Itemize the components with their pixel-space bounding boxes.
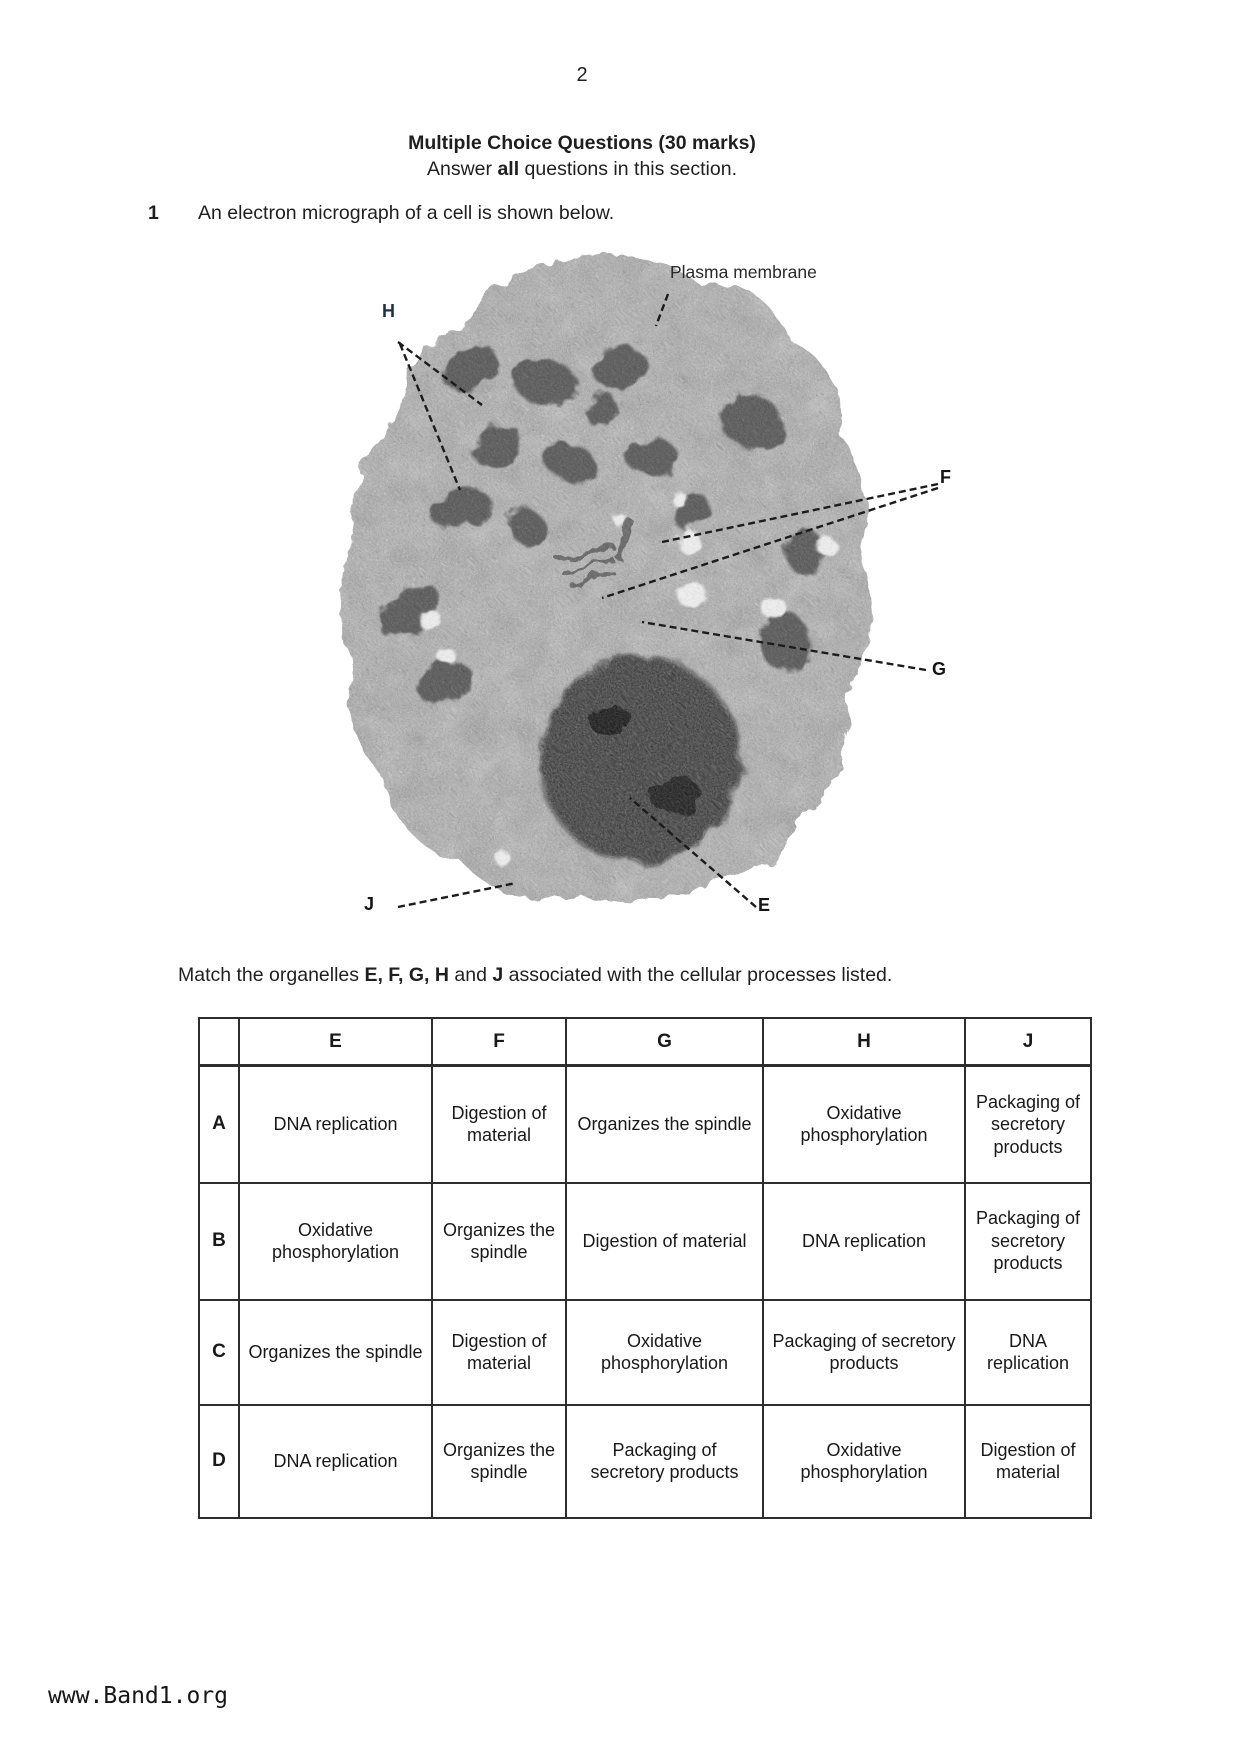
table-row-label: B bbox=[199, 1183, 239, 1300]
footer-url: www.Band1.org bbox=[48, 1683, 229, 1709]
table-cell: DNA replication bbox=[239, 1405, 432, 1518]
cell-body bbox=[320, 250, 980, 920]
match-bold-efgh: E, F, G, H bbox=[364, 964, 449, 986]
table-cell: DNA replication bbox=[763, 1183, 965, 1300]
label-e: E bbox=[758, 895, 771, 915]
table-col-header-f: F bbox=[432, 1018, 566, 1066]
table-cell: Digestion of material bbox=[566, 1183, 763, 1300]
table-cell: Packaging of secretory products bbox=[763, 1300, 965, 1405]
table-row-label: D bbox=[199, 1405, 239, 1518]
section-title: Multiple Choice Questions (30 marks) bbox=[408, 132, 756, 154]
table-cell: DNA replication bbox=[239, 1066, 432, 1183]
table-cell: Packaging of secretory products bbox=[965, 1183, 1091, 1300]
table-cell: Digestion of material bbox=[965, 1405, 1091, 1518]
table-row-label: A bbox=[199, 1066, 239, 1183]
table-col-header-e: E bbox=[239, 1018, 432, 1066]
table-cell: Oxidative phosphorylation bbox=[566, 1300, 763, 1405]
label-g: G bbox=[932, 659, 947, 679]
label-h: H bbox=[382, 301, 395, 321]
table-cell: Organizes the spindle bbox=[566, 1066, 763, 1183]
table-row-d bbox=[199, 1405, 1091, 1518]
table-row-b bbox=[199, 1183, 1091, 1300]
electron-micrograph bbox=[320, 250, 980, 920]
table-cell: Packaging of secretory products bbox=[566, 1405, 763, 1518]
instruction-suffix: questions in this section. bbox=[519, 158, 737, 180]
cell-image bbox=[320, 250, 980, 920]
table-cell: Organizes the spindle bbox=[432, 1405, 566, 1518]
label-plasma-membrane: Plasma membrane bbox=[670, 262, 817, 282]
table-row-a bbox=[199, 1066, 1091, 1183]
label-f: F bbox=[940, 467, 951, 487]
table-row-label: C bbox=[199, 1300, 239, 1405]
table-col-header-g: G bbox=[566, 1018, 763, 1066]
match-text: and bbox=[448, 964, 493, 986]
section-instruction bbox=[0, 158, 1164, 181]
table-cell: DNA replication bbox=[965, 1300, 1091, 1405]
table-cell: Oxidative phosphorylation bbox=[763, 1066, 965, 1183]
table-cell: Oxidative phosphorylation bbox=[763, 1405, 965, 1518]
page-number: 2 bbox=[576, 64, 588, 86]
table-row-c bbox=[199, 1300, 1091, 1405]
table-cell: Oxidative phosphorylation bbox=[239, 1183, 432, 1300]
table-cell: Organizes the spindle bbox=[239, 1300, 432, 1405]
table-cell: Digestion of material bbox=[432, 1300, 566, 1405]
match-text: associated with the cellular processes listed. bbox=[503, 964, 893, 986]
label-j: J bbox=[364, 894, 375, 914]
instruction-bold-all: all bbox=[497, 158, 520, 180]
table-cell: Digestion of material bbox=[432, 1066, 566, 1183]
table-col-header-j: J bbox=[965, 1018, 1091, 1066]
match-instruction bbox=[178, 964, 892, 987]
table-cell: Packaging of secretory products bbox=[965, 1066, 1091, 1183]
match-bold-j: J bbox=[492, 964, 504, 986]
match-text: Match the organelles bbox=[178, 964, 365, 986]
table-cell: Organizes the spindle bbox=[432, 1183, 566, 1300]
question-number: 1 bbox=[148, 202, 159, 224]
table-col-header-h: H bbox=[763, 1018, 965, 1066]
table-corner-cell bbox=[199, 1018, 239, 1066]
options-table bbox=[198, 1017, 1092, 1519]
instruction-prefix: Answer bbox=[426, 158, 498, 180]
question-prompt: An electron micrograph of a cell is shown below. bbox=[198, 202, 615, 224]
table-header-row bbox=[199, 1018, 1091, 1066]
